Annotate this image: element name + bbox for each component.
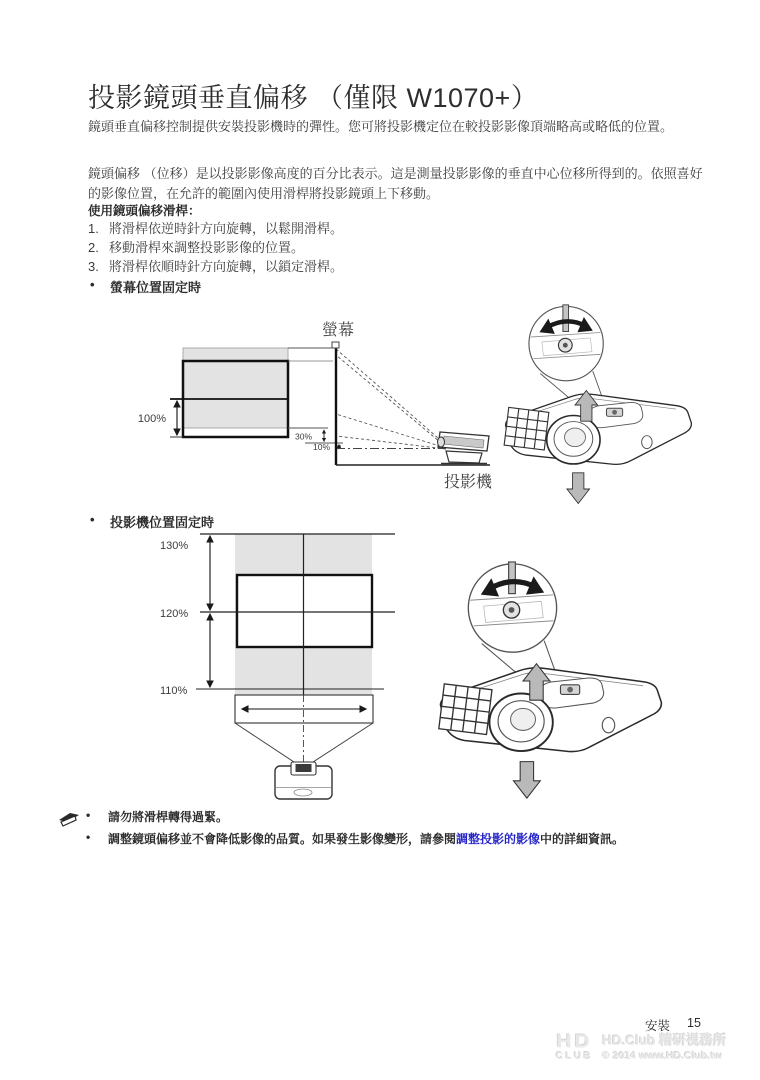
projector-illustration-2 <box>428 556 668 806</box>
offset-label-30: 30% <box>294 431 312 442</box>
instructions-list <box>88 219 343 276</box>
offset-label-130: 130% <box>160 540 189 552</box>
bullet-marker: • <box>90 277 95 292</box>
watermark-logo-hd: HD <box>556 1031 593 1052</box>
offset-label-120: 120% <box>160 608 189 620</box>
note-item-2 <box>86 830 726 847</box>
note-item-1 <box>86 808 726 825</box>
intro-paragraph-1: 鏡頭垂直偏移控制提供安裝投影機時的彈性。您可將投影機定位在較投影影像頂端略高或略低的位置。 <box>88 119 674 134</box>
projector-fixed-diagram <box>148 528 433 813</box>
instruction-step-3 <box>88 257 343 276</box>
note-text-pre: 調整鏡頭偏移並不會降低影像的品質。如果發生影像變形，請參閱 <box>108 832 457 846</box>
bullet-marker: • <box>86 830 91 844</box>
watermark-logo <box>556 1033 593 1062</box>
watermark-logo-club: CLUB <box>556 1051 594 1062</box>
bullet-marker: • <box>90 512 95 527</box>
adjust-image-link[interactable]: 調整投影的影像 <box>456 832 541 846</box>
footer-section-label: 安裝 <box>645 1019 671 1033</box>
projected-image-frame <box>237 575 372 647</box>
step-text: 移動滑桿來調整投影影像的位置。 <box>109 240 305 255</box>
projector-top-view <box>275 762 332 799</box>
page-title: 投影鏡頭垂直偏移 （僅限 W1070+） <box>88 83 539 114</box>
offset-label-100: 100% <box>137 413 166 425</box>
note-text <box>108 830 624 847</box>
watermark-name: HD.Club 精研視務所 <box>602 1033 727 1048</box>
page-footer <box>645 1016 701 1034</box>
step-number: 1. <box>88 221 99 236</box>
section-bullet-screen-fixed <box>90 277 201 296</box>
projector-side-view <box>438 432 490 464</box>
offset-label-110: 110% <box>160 685 188 697</box>
watermark-text <box>602 1033 727 1062</box>
step-number: 3. <box>88 259 99 274</box>
instruction-step-2 <box>88 238 343 257</box>
bullet-marker: • <box>86 808 91 822</box>
step-number: 2. <box>88 240 99 255</box>
section-label: 螢幕位置固定時 <box>110 280 202 295</box>
watermark <box>556 1033 727 1062</box>
step-text: 將滑桿依逆時針方向旋轉，以鬆開滑桿。 <box>109 221 344 236</box>
instructions-heading: 使用鏡頭偏移滑桿： <box>88 204 201 218</box>
watermark-copyright: © 2014 www.HD.Club.tw <box>602 1050 723 1062</box>
projector-illustration-1 <box>495 300 697 510</box>
projector-label: 投影機 <box>443 474 493 491</box>
footer-page-number: 15 <box>687 1016 701 1030</box>
section-label: 投影機位置固定時 <box>110 515 215 530</box>
screen-label: 螢幕 <box>321 322 355 339</box>
screen-fixed-diagram <box>100 305 500 500</box>
instruction-step-1 <box>88 219 343 238</box>
note-icon <box>56 809 82 829</box>
note-text-post: 中的詳細資訊。 <box>540 832 625 846</box>
offset-label-10: 10% <box>312 442 330 452</box>
note-text: 請勿將滑桿轉得過緊。 <box>108 810 229 824</box>
step-text: 將滑桿依順時針方向旋轉，以鎖定滑桿。 <box>109 259 344 274</box>
intro-paragraph-2: 鏡頭偏移 （位移）是以投影影像高度的百分比表示。這是測量投影影像的垂直中心位移所得到的。依照喜好的影像位置，在允許的範圍內使用滑桿將投影鏡頭上下移動。 <box>88 166 703 201</box>
